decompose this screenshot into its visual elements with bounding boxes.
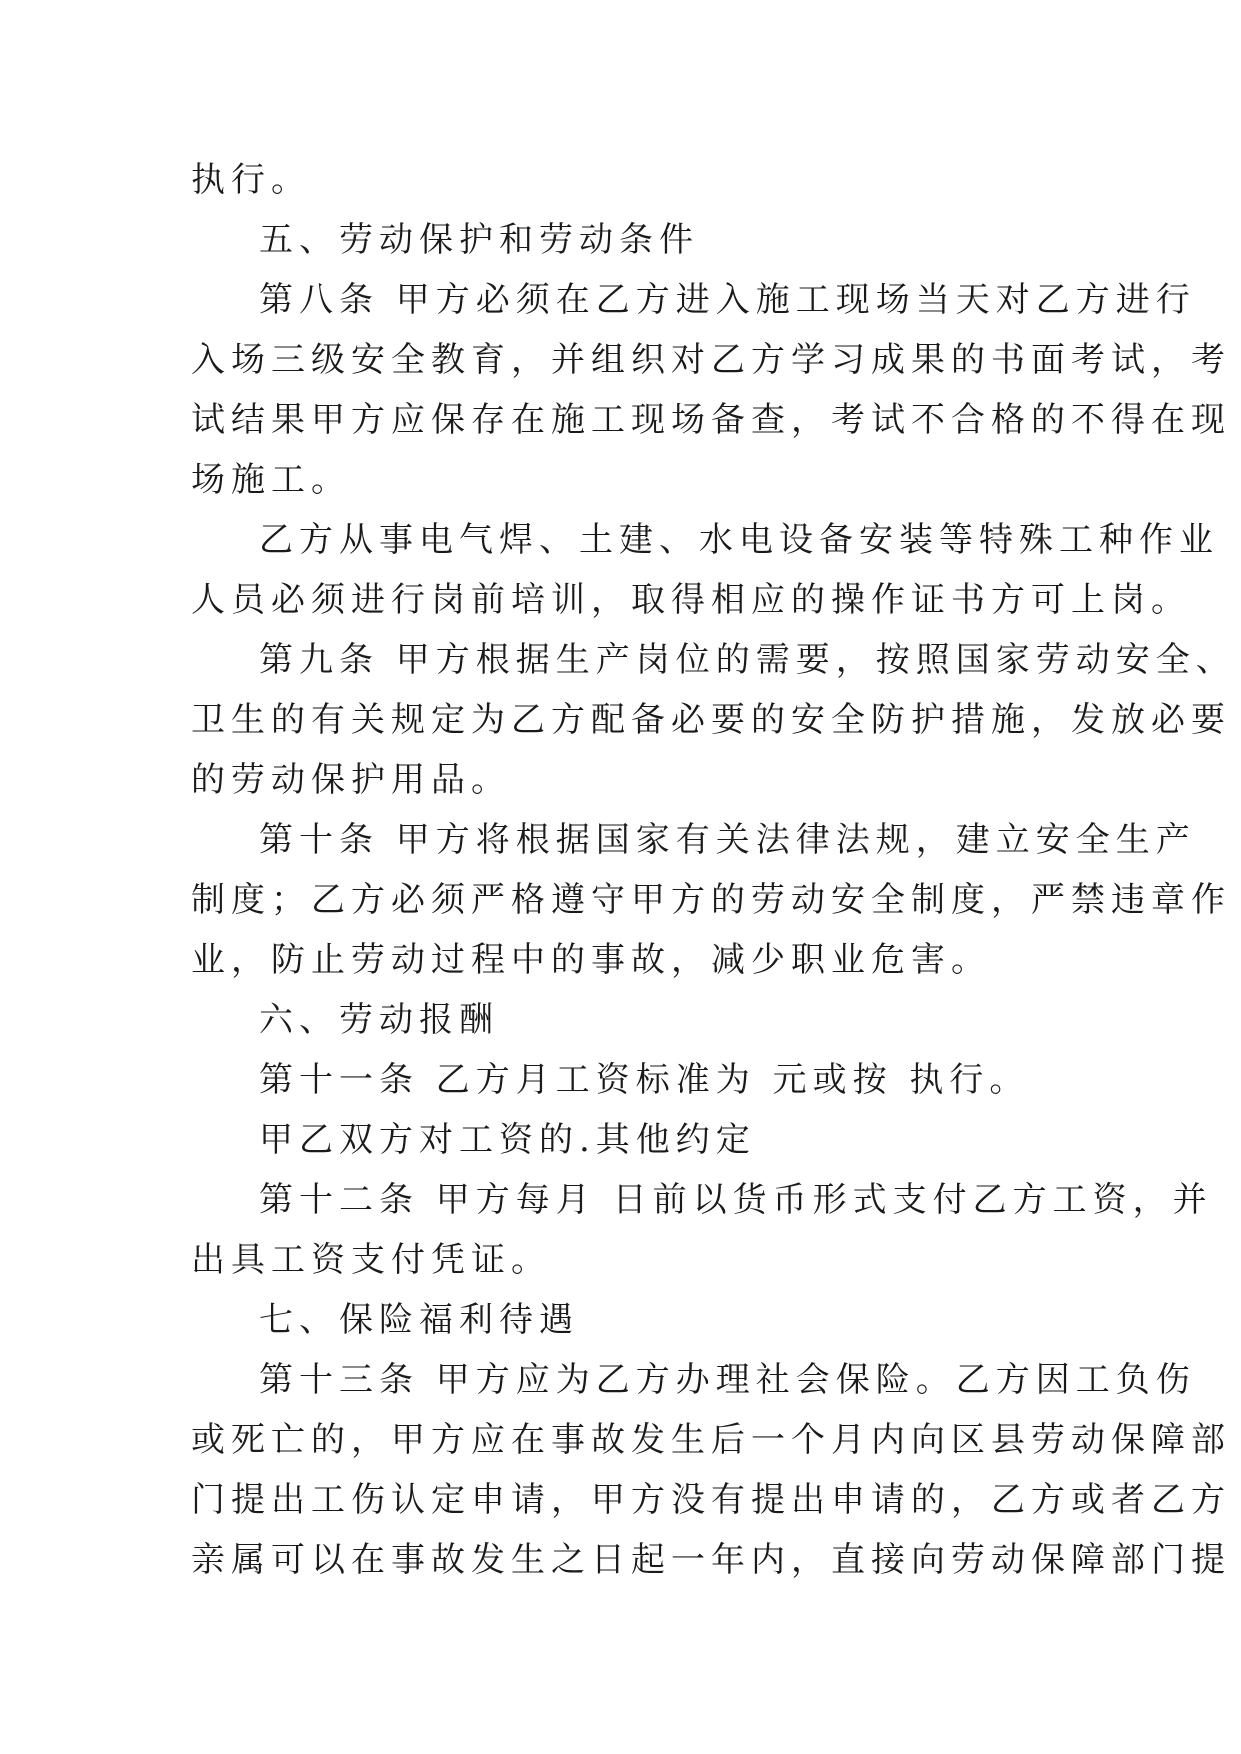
text-line: 出具工资支付凭证。 xyxy=(191,1240,551,1280)
text-line: 的劳动保护用品。 xyxy=(191,760,511,800)
text-line: 卫生的有关规定为乙方配备必要的安全防护措施，发放必要 xyxy=(191,700,1231,740)
section-heading: 五、劳动保护和劳动条件 xyxy=(259,220,699,260)
text-line: 第十一条 乙方月工资标准为 元或按 执行。 xyxy=(259,1060,1030,1100)
document-body xyxy=(191,150,1236,1590)
text-line: 业，防止劳动过程中的事故，减少职业危害。 xyxy=(191,940,991,980)
text-line: 第十二条 甲方每月 日前以货币形式支付乙方工资，并 xyxy=(259,1180,1213,1220)
text-line: 执行。 xyxy=(191,160,311,200)
text-line: 第十条 甲方将根据国家有关法律法规，建立安全生产 xyxy=(259,820,1196,860)
text-line: 试结果甲方应保存在施工现场备查，考试不合格的不得在现 xyxy=(191,400,1231,440)
text-line: 第九条 甲方根据生产岗位的需要，按照国家劳动安全、 xyxy=(259,640,1236,680)
text-line: 场施工。 xyxy=(191,460,351,500)
section-heading: 七、保险福利待遇 xyxy=(259,1300,579,1340)
text-line: 或死亡的，甲方应在事故发生后一个月内向区县劳动保障部 xyxy=(191,1420,1231,1460)
text-line: 门提出工伤认定申请，甲方没有提出申请的，乙方或者乙方 xyxy=(191,1480,1231,1520)
text-line: 亲属可以在事故发生之日起一年内，直接向劳动保障部门提 xyxy=(191,1540,1231,1580)
text-line: 乙方从事电气焊、土建、水电设备安装等特殊工种作业 xyxy=(259,520,1219,560)
text-line: 入场三级安全教育，并组织对乙方学习成果的书面考试，考 xyxy=(191,340,1231,380)
text-line: 第八条 甲方必须在乙方进入施工现场当天对乙方进行 xyxy=(259,280,1196,320)
text-line: 第十三条 甲方应为乙方办理社会保险。乙方因工负伤 xyxy=(259,1360,1196,1400)
text-line: 人员必须进行岗前培训，取得相应的操作证书方可上岗。 xyxy=(191,580,1191,620)
text-line: 制度；乙方必须严格遵守甲方的劳动安全制度，严禁违章作 xyxy=(191,880,1231,920)
section-heading: 六、劳动报酬 xyxy=(259,1000,499,1040)
text-line: 甲乙双方对工资的.其他约定 xyxy=(259,1120,756,1160)
